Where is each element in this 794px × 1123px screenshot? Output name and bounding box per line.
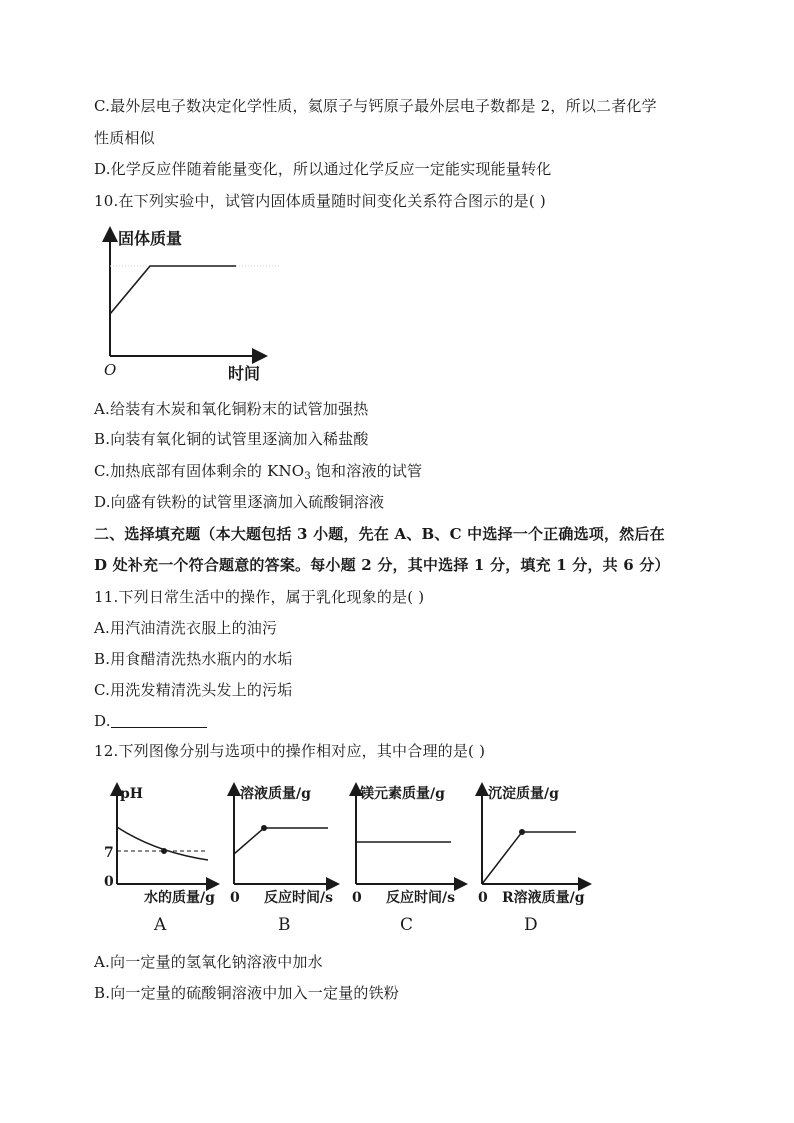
q10-graph	[100, 224, 280, 384]
q12-graph-c	[352, 785, 464, 935]
q11-option-d	[94, 711, 207, 731]
q12-b-letter: B	[278, 915, 291, 935]
q12-a-point	[161, 848, 167, 854]
q12-b-curve	[234, 828, 328, 854]
q10-x-label: 时间	[228, 364, 261, 383]
q12-stem: 12.下列图像分别与选项中的操作相对应，其中合理的是( )	[94, 742, 486, 760]
q12-a-y-label: pH	[120, 786, 144, 802]
q10-option-c	[94, 461, 422, 481]
q11-option-d-label: D.	[94, 712, 111, 730]
q12-d-origin: 0	[478, 890, 488, 906]
q12-option-b: B.向一定量的硫酸铜溶液中加入一定量的铁粉	[94, 984, 399, 1002]
q10-option-c-suffix: 饱和溶液的试管	[310, 462, 423, 480]
section2-heading-line2: D 处补充一个符合题意的答案。每小题 2 分，其中选择 1 分，填充 1 分，共 6 分）	[94, 556, 670, 574]
q10-option-d: D.向盛有铁粉的试管里逐滴加入硫酸铜溶液	[94, 493, 385, 511]
q11-option-a: A.用汽油清洗衣服上的油污	[94, 619, 278, 637]
q12-graph-a	[104, 786, 216, 935]
q12-d-y-label: 沉淀质量/g	[488, 786, 559, 802]
q10-stem: 10.在下列实验中，试管内固体质量随时间变化关系符合图示的是( )	[94, 192, 546, 210]
q10-curve	[110, 266, 236, 314]
q12-b-x-label: 反应时间/s	[264, 890, 333, 906]
q12-c-y-label: 镁元素质量/g	[360, 786, 445, 802]
q12-b-origin: 0	[230, 890, 240, 906]
q10-option-c-prefix: C.加热底部有固体剩余的 KNO	[94, 462, 305, 480]
q10-option-b: B.向装有氧化铜的试管里逐滴加入稀盐酸	[94, 430, 369, 448]
q12-d-curve	[482, 832, 576, 884]
q10-origin: O	[104, 361, 117, 379]
q9-option-c-line1: C.最外层电子数决定化学性质，氦原子与钙原子最外层电子数都是 2，所以二者化学	[94, 97, 657, 115]
q10-option-a: A.给装有木炭和氧化铜粉末的试管加强热	[94, 400, 369, 418]
q12-a-curve	[117, 827, 208, 860]
q12-c-x-label: 反应时间/s	[386, 890, 455, 906]
q12-d-letter: D	[524, 915, 538, 935]
q12-d-x-label: R溶液质量/g	[502, 890, 585, 906]
q12-a-y-mark: 7	[104, 845, 114, 861]
q12-option-a: A.向一定量的氢氧化钠溶液中加水	[94, 953, 323, 971]
q12-b-y-label: 溶液质量/g	[240, 786, 311, 802]
q12-a-x-label: 水的质量/g	[144, 890, 215, 906]
section2-heading-line1: 二、选择填充题（本大题包括 3 小题，先在 A、B、C 中选择一个正确选项，然后在	[94, 525, 665, 543]
q12-graph-d	[478, 785, 588, 935]
q11-option-b: B.用食醋清洗热水瓶内的水垢	[94, 650, 293, 668]
q12-d-point	[519, 829, 525, 835]
q10-y-label: 固体质量	[118, 229, 183, 248]
q12-c-origin: 0	[352, 890, 362, 906]
q9-option-d: D.化学反应伴随着能量变化，所以通过化学反应一定能实现能量转化	[94, 160, 552, 178]
q12-b-point	[261, 825, 267, 831]
q12-graph-b	[230, 785, 336, 935]
q12-graphs	[100, 772, 600, 940]
q12-a-letter: A	[154, 915, 167, 935]
q11-stem: 11.下列日常生活中的操作，属于乳化现象的是( )	[94, 588, 425, 606]
q12-a-origin: 0	[104, 874, 114, 890]
q11-option-c: C.用洗发精清洗头发上的污垢	[94, 681, 293, 699]
q9-option-c-line2: 性质相似	[94, 129, 155, 147]
q11-answer-blank[interactable]	[111, 713, 207, 728]
q10-option-c-sub: 3	[304, 471, 311, 482]
q12-c-letter: C	[400, 915, 414, 935]
